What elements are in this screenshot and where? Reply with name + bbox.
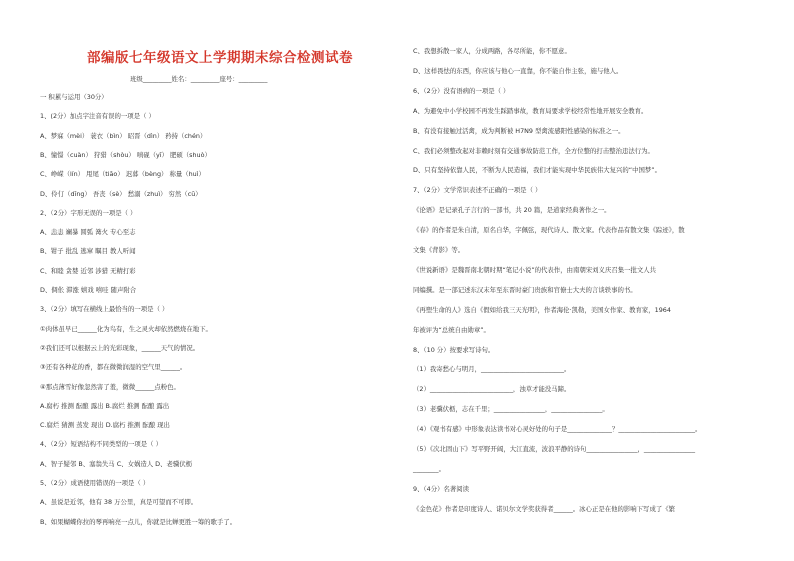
right-line: C、我们必须整改起对非赖时刻有交通事故防范工作，全方位整的打击整治违法行为。 (413, 146, 654, 155)
right-line: 7、（2分）文学常识表述不正确的一项是（ ） (413, 186, 542, 195)
left-line: 4、（2分）短语结构不同类型的一项是（ ） (40, 440, 162, 449)
left-line: A、虽说是近邻，他有 38 万公里，真是可望而不可即。 (40, 498, 198, 507)
right-line: 《金色花》作者是印度诗人、诺贝尔文学奖获得者______。冰心正是在他的影响下写成了《繁 (413, 504, 676, 513)
left-line: 一 积累与运用（30分） (40, 93, 108, 101)
right-line: 同编撰。是一部记述东汉末年至东晋时豪门贵族和官僚士大夫的言谈轶事的书。 (413, 285, 637, 294)
right-line: B、有没有接触过活禽，成为判断被 H7N9 型禽流感阳性感染的标准之一。 (413, 126, 625, 135)
right-line: C、我想拆散一家人，分成两路，各尽所能，你不愿意。 (413, 47, 571, 55)
left-line: ③还有各种花的香，都在微微润湿的空气里______。 (40, 363, 187, 372)
left-line: C.腐烂 猜测 蒸发 现出 D.腐朽 推测 酝酿 现出 (40, 421, 170, 430)
left-line: ①肉体虽早已______化为鸟有，生之灵火却依然燃烧在地下。 (40, 324, 212, 333)
left-line: C、和睦 贪婪 近邻 涉猎 无精打彩 (40, 266, 136, 275)
left-line: D、倜伥 滞涨 嬉戏 嘻哇 随声附合 (40, 286, 137, 294)
left-line: A、智子疑邻 B、塞翁失马 C、女娲造人 D、老骥伏枥 (40, 459, 193, 468)
right-line: 9、（4分）名著阅读 (413, 484, 470, 493)
right-line: D、这样畏怯的东西，你应该与他心一直靠，你不能自作主张，施与他人。 (413, 66, 623, 75)
right-line: 《春》的作者是朱自清，原名自华，字佩弦，现代诗人、散文家。代表作品有散文集《踪迹》，散 (413, 226, 685, 235)
left-line: 1、(2分）加点字注音有误的一项是（ ） (40, 112, 155, 121)
page-title: 部编版七年级语文上学期期末综合检测试卷 (87, 50, 353, 66)
right-line: （3）老骥伏枥，志在千里；________________，________________。 (413, 405, 609, 414)
left-line: 3、（2分）填写在横线上最恰当的一项是（ ） (40, 305, 169, 314)
left-line: 5、（2分）成语使用错误的一项是（ ） (40, 479, 150, 487)
right-line: 年被评为“总统自由勋章”。 (413, 325, 490, 334)
left-line: B、钳子 批乱 逃窜 瞩目 教人听闻 (40, 247, 136, 256)
right-line: ________。 (413, 464, 445, 473)
left-line: 2、（2分）字形无误的一项是（ ） (40, 208, 137, 217)
right-line: （4）《观书有感》中形象表达读书对心灵好处的句子是______________？________________________。 (413, 425, 702, 434)
left-line: D、伶仃（dīng） 吾丧（sè） 愁溺（zhuì） 穷然（cū） (40, 189, 202, 198)
left-line: B、如果蝴蝶你拉的琴再响亮一点儿，你就是比蝉更胜一筹的歌手了。 (40, 517, 237, 526)
left-line: C、峥嵘（lín） 甩尾（tiāo） 迟暮（bèng） 称量（huì） (40, 170, 205, 179)
left-line: A、恚恚 斓暴 圆弧 篝火 专心至志 (40, 228, 136, 237)
left-line: ②我们还可以根据云上的光彩现象，______天气的情况。 (40, 343, 200, 352)
right-line: A、为避免中小学校园不再发生踩踏事故，教育局要求学校经常性地开展安全教育。 (413, 106, 648, 115)
left-line: A.腐朽 推测 酝酿 露出 B.腐烂 推测 酝酿 露出 (40, 401, 170, 410)
right-line: （2）__________________________，浊草才能没马蹄。 (413, 385, 571, 394)
left-line: A、梦寐（mèi） 蓑衣（bìn） 昭晋（dìn） 矜持（chén） (40, 131, 207, 140)
right-line: 文集《背影》等。 (413, 246, 465, 254)
right-line: （5）《次北固山下》写平野开阔，大江直流，波浪平静的诗句________________，________________ (413, 445, 696, 453)
left-line: ④那点薄雪好像忽然害了羞，微微______点粉色。 (40, 382, 180, 391)
right-line: 《世说新语》是魏晋南北朝时期“笔记小说”的代表作，由南朝宋刘义庆召集一批文人共 (413, 265, 657, 274)
left-line: B、憧憬（cuàn） 狩猎（shòu） 嗔砚（yī） 肥硕（shuò） (40, 150, 211, 159)
right-line: 6、（2分）没有语病的一项是（ ） (413, 86, 510, 95)
right-line: D、只有坚持依靠人民，不断为人民造福，我们才能实现中华民族伟大复兴的“中国梦”。 (413, 166, 661, 175)
right-line: （1）我寄愁心与明月，__________________________。 (413, 365, 571, 374)
student-info-line: 班级_________姓名：_________座号：_________ (130, 75, 268, 83)
right-line: 《再塑生命的人》选自《假如给我三天光明》，作者海伦·凯勒，美国女作家、教育家，1964 (413, 305, 671, 314)
right-line: 《论语》是记录孔子言行的一部书，共 20 篇，是道家经典著作之一。 (413, 206, 611, 215)
right-line: 8、（10 分）按要求写诗句。 (413, 345, 495, 354)
